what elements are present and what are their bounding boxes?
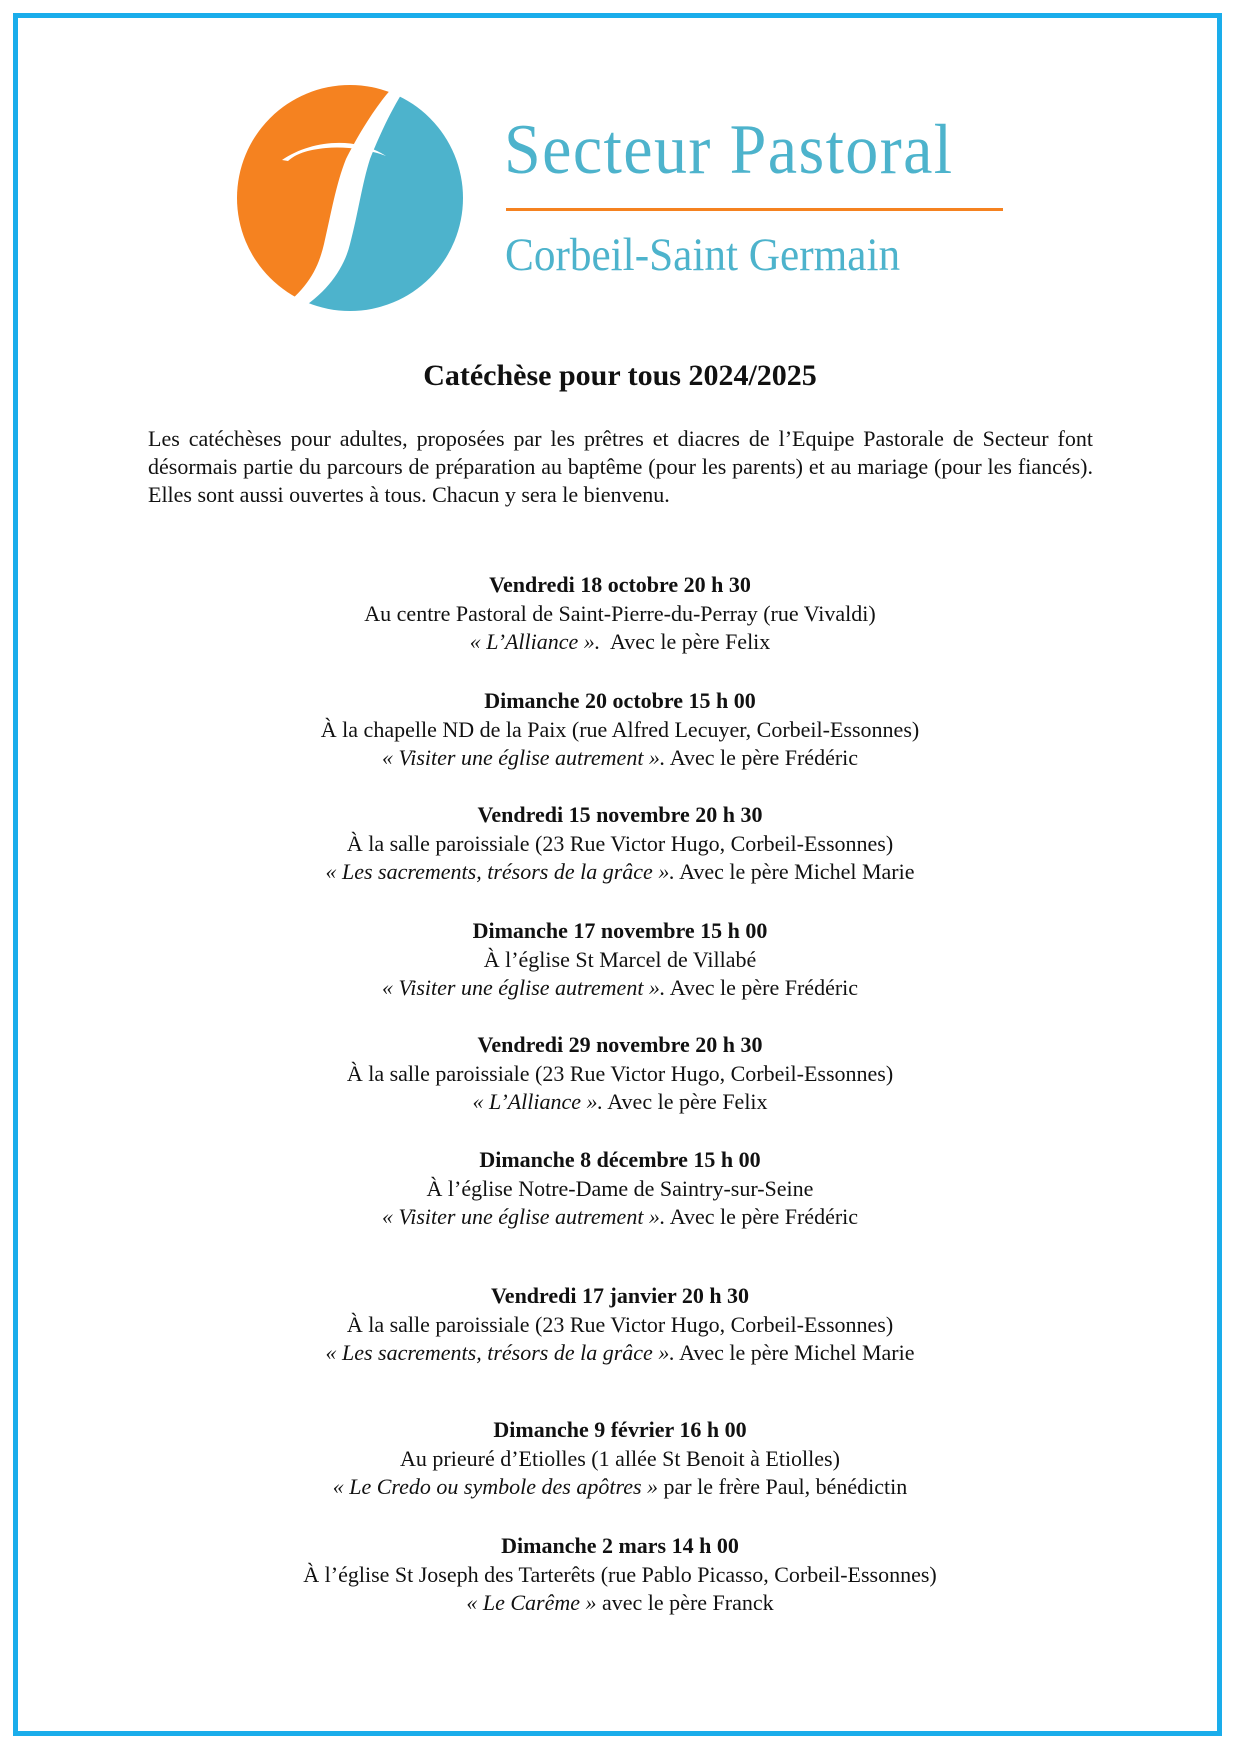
event-heading: Vendredi 17 janvier 20 h 30	[490, 1283, 750, 1308]
event-topic: « Les sacrements, trésors de la grâce ».	[325, 1340, 675, 1365]
event-location: À la salle paroissiale (23 Rue Victor Hugo, Corbeil-Essonnes)	[346, 1060, 894, 1086]
brand-title: Secteur Pastoral	[504, 111, 954, 189]
brand-divider	[506, 208, 1003, 211]
event-topic: « L’Alliance ».	[469, 629, 601, 654]
event-speaker: Avec le père Michel Marie	[674, 1340, 915, 1365]
event-location: À l’église St Joseph des Tarterêts (rue Pablo Picasso, Corbeil-Essonnes)	[303, 1561, 937, 1587]
event-topic-line	[0, 1589, 1240, 1618]
event-heading: Vendredi 29 novembre 20 h 30	[477, 1032, 763, 1057]
event-speaker: Avec le père Frédéric	[665, 1204, 859, 1229]
event-topic: « L’Alliance ».	[472, 1089, 604, 1114]
event-location: À la chapelle ND de la Paix (rue Alfred Lecuyer, Corbeil-Essonnes)	[320, 716, 920, 742]
event-2	[0, 687, 1240, 773]
event-topic-line	[0, 1473, 1240, 1502]
event-speaker: par le frère Paul, bénédictin	[658, 1474, 908, 1499]
page-title: Catéchèse pour tous 2024/2025	[423, 359, 817, 392]
event-heading: Vendredi 18 octobre 20 h 30	[489, 572, 751, 597]
event-heading: Dimanche 20 octobre 15 h 00	[484, 688, 756, 713]
event-topic-line	[0, 1339, 1240, 1368]
event-location: À la salle paroissiale (23 Rue Victor Hugo, Corbeil-Essonnes)	[346, 1311, 894, 1337]
event-5	[0, 1031, 1240, 1117]
event-topic: « Visiter une église autrement ».	[381, 1204, 666, 1229]
event-speaker: Avec le père Felix	[603, 1089, 768, 1114]
event-heading: Dimanche 2 mars 14 h 00	[501, 1533, 739, 1558]
event-topic-line	[0, 858, 1240, 887]
event-4	[0, 917, 1240, 1003]
event-speaker: Avec le père Michel Marie	[674, 859, 915, 884]
event-3	[0, 801, 1240, 887]
event-6	[0, 1146, 1240, 1232]
event-speaker: Avec le père Felix	[600, 629, 771, 654]
cross-circle-logo-icon	[236, 84, 464, 312]
event-topic: « Visiter une église autrement ».	[381, 975, 666, 1000]
brand-subtitle: Corbeil-Saint Germain	[505, 229, 901, 281]
event-topic-line	[0, 974, 1240, 1003]
event-heading: Dimanche 17 novembre 15 h 00	[472, 918, 768, 943]
event-topic-line	[0, 1203, 1240, 1232]
event-topic: « Les sacrements, trésors de la grâce ».	[325, 859, 675, 884]
event-8	[0, 1416, 1240, 1502]
event-location: Au centre Pastoral de Saint-Pierre-du-Perray (rue Vivaldi)	[364, 600, 876, 626]
event-topic: « Visiter une église autrement ».	[381, 745, 666, 770]
event-location: À la salle paroissiale (23 Rue Victor Hugo, Corbeil-Essonnes)	[346, 830, 894, 856]
event-topic-line	[0, 1088, 1240, 1117]
event-speaker: Avec le père Frédéric	[665, 975, 859, 1000]
event-7	[0, 1282, 1240, 1368]
event-topic: « Le Credo ou symbole des apôtres »	[332, 1474, 659, 1499]
event-9	[0, 1532, 1240, 1618]
event-speaker: avec le père Franck	[596, 1590, 774, 1615]
intro-paragraph: Les catéchèses pour adultes, proposées par les prêtres et diacres de l’Equipe Pastorale de Secteur font désormais partie du parcours de préparation au baptême (pour les parents) et au mariage (pour les fiancés). Elles sont aussi ouvertes à tous. Chacun y sera le bienvenu.	[148, 426, 1093, 507]
event-topic-line	[0, 628, 1240, 657]
event-topic: « Le Carême »	[466, 1590, 597, 1615]
event-heading: Dimanche 8 décembre 15 h 00	[479, 1147, 761, 1172]
event-speaker: Avec le père Frédéric	[665, 745, 859, 770]
event-heading: Dimanche 9 février 16 h 00	[493, 1417, 747, 1442]
event-location: Au prieuré d’Etiolles (1 allée St Benoit à Etiolles)	[400, 1445, 840, 1471]
event-heading: Vendredi 15 novembre 20 h 30	[477, 802, 763, 827]
event-1	[0, 571, 1240, 657]
event-location: À l’église St Marcel de Villabé	[483, 946, 757, 972]
event-topic-line	[0, 744, 1240, 773]
event-location: À l’église Notre-Dame de Saintry-sur-Seine	[426, 1175, 814, 1201]
